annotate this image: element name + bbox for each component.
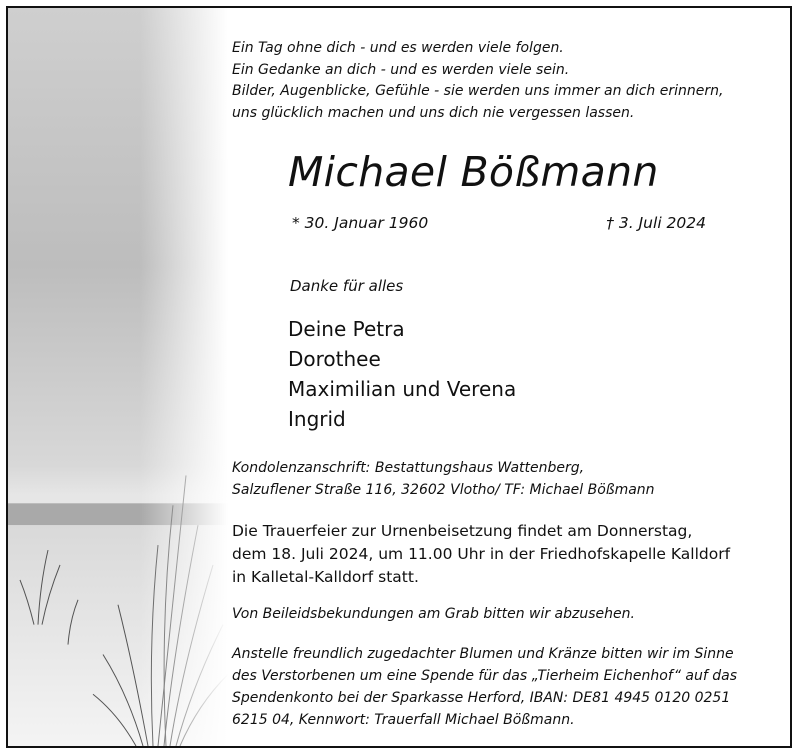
- ceremony-line: dem 18. Juli 2024, um 11.00 Uhr in der Friedhofskapelle Kalldorf: [232, 545, 731, 563]
- condolence-line: Salzuflener Straße 116, 32602 Vlotho/ TF: Michael Bößmann: [232, 482, 655, 498]
- poem-line: Ein Gedanke an dich - und es werden viele sein.: [232, 61, 570, 78]
- condolence-line: Kondolenzanschrift: Bestattungshaus Wattenberg,: [232, 460, 585, 476]
- family-member: Maximilian und Verena: [288, 377, 517, 401]
- donation-line: des Verstorbenen um eine Spende für das „Tierheim Eichenhof“ auf das: [232, 668, 738, 684]
- condolence-address: [232, 457, 655, 501]
- donation-line: 6215 04, Kennwort: Trauerfall Michael Bößmann.: [232, 712, 575, 728]
- deceased-name: Michael Bößmann: [288, 148, 659, 196]
- obituary-text: [232, 8, 790, 746]
- donation-line: Anstelle freundlich zugedachter Blumen und Kränze bitten wir im Sinne: [232, 646, 734, 662]
- beach-dune-photo: [8, 8, 228, 746]
- ceremony-notice: [232, 520, 730, 589]
- condolence-note: Von Beileidsbekundungen am Grab bitten wir abzusehen.: [232, 606, 635, 622]
- obituary-frame: [6, 6, 792, 748]
- memorial-poem: [232, 38, 723, 124]
- death-date: † 3. Juli 2024: [606, 214, 706, 232]
- ceremony-line: Die Trauerfeier zur Urnenbeisetzung findet am Donnerstag,: [232, 522, 693, 540]
- family-member: Deine Petra: [288, 317, 405, 341]
- poem-line: Ein Tag ohne dich - und es werden viele folgen.: [232, 40, 564, 56]
- birth-date: * 30. Januar 1960: [292, 214, 429, 232]
- poem-line: uns glücklich machen und uns dich nie vergessen lassen.: [232, 104, 635, 121]
- donation-line: Spendenkonto bei der Sparkasse Herford, IBAN: DE81 4945 0120 0251: [232, 690, 731, 706]
- poem-line: Bilder, Augenblicke, Gefühle - sie werden uns immer an dich erinnern,: [232, 83, 724, 99]
- donation-request: [232, 643, 737, 731]
- ceremony-line: in Kalletal-Kalldorf statt.: [232, 568, 419, 586]
- thanks-line: Danke für alles: [290, 277, 404, 295]
- family-member: Ingrid: [288, 407, 346, 431]
- family-member: Dorothee: [288, 347, 381, 371]
- family-list: [288, 314, 516, 434]
